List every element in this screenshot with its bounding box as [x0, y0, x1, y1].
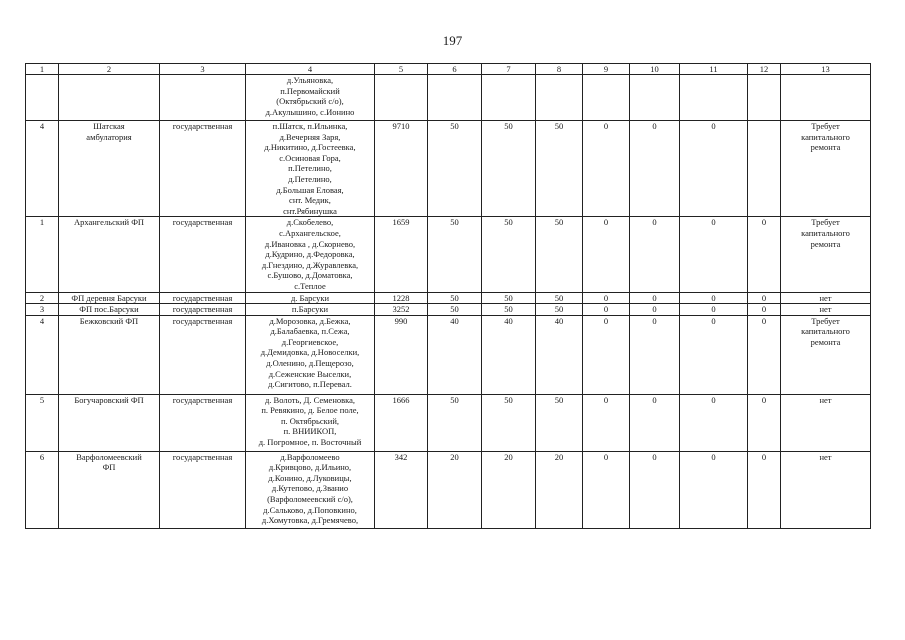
table-cell-col-2: Шатская амбулатория [59, 121, 160, 217]
column-header-8: 8 [536, 64, 583, 75]
column-header-13: 13 [781, 64, 871, 75]
table-cell-col-6: 50 [428, 217, 482, 292]
table-cell-col-10: 0 [630, 315, 680, 394]
table-cell-col-7: 50 [482, 292, 536, 304]
column-header-12: 12 [748, 64, 781, 75]
column-header-11: 11 [680, 64, 748, 75]
table-cell-col-1: 1 [26, 217, 59, 292]
table-cell-col-12: 0 [748, 451, 781, 528]
table-cell-col-2: Варфоломеевский ФП [59, 451, 160, 528]
column-header-6: 6 [428, 64, 482, 75]
table-cell-col-2: ФП деревня Барсуки [59, 292, 160, 304]
table-cell-col-4: д.Варфоломеево д.Кривцово, д.Ильино, д.Конино, д.Луковицы, д.Кутепово, д.Званио (Варфоломеевский с/о), д.Сальково, д.Поповкино, д.Хомутовка, д.Гремячево, [246, 451, 375, 528]
table-cell-col-3: государственная [160, 121, 246, 217]
table-cell-col-12 [748, 121, 781, 217]
table-cell-col-12 [748, 75, 781, 121]
table-row [26, 292, 871, 304]
table-cell-col-5: 1666 [375, 394, 428, 451]
table-cell-col-3 [160, 75, 246, 121]
column-header-5: 5 [375, 64, 428, 75]
table-cell-col-7: 20 [482, 451, 536, 528]
table-cell-col-4: д. Барсуки [246, 292, 375, 304]
table-cell-col-11: 0 [680, 315, 748, 394]
table-cell-col-7: 50 [482, 304, 536, 316]
table-cell-col-8: 50 [536, 217, 583, 292]
table-cell-col-11: 0 [680, 394, 748, 451]
table-cell-col-10: 0 [630, 304, 680, 316]
table-row [26, 451, 871, 528]
table-cell-col-13: нет [781, 304, 871, 316]
table-cell-col-8: 50 [536, 292, 583, 304]
table-cell-col-13: Требует капитального ремонта [781, 121, 871, 217]
table-cell-col-4: д.Скобелево, с.Архангельское, д.Ивановка , д.Скорнево, д.Кудрино, д.Федоровка, д.Гнездино, д.Журавлевка, с.Бушово, д.Доматовка, с.Теплое [246, 217, 375, 292]
table-cell-col-9: 0 [583, 121, 630, 217]
table-cell-col-2: Богучаровский ФП [59, 394, 160, 451]
table-cell-col-7: 40 [482, 315, 536, 394]
table-cell-col-6: 50 [428, 394, 482, 451]
table-cell-col-6: 50 [428, 121, 482, 217]
column-header-4: 4 [246, 64, 375, 75]
column-header-7: 7 [482, 64, 536, 75]
table-cell-col-11: 0 [680, 217, 748, 292]
table-cell-col-6: 20 [428, 451, 482, 528]
column-header-10: 10 [630, 64, 680, 75]
table-row [26, 121, 871, 217]
table-cell-col-1: 6 [26, 451, 59, 528]
table-row [26, 75, 871, 121]
table-cell-col-12: 0 [748, 304, 781, 316]
table-cell-col-3: государственная [160, 304, 246, 316]
table-cell-col-10: 0 [630, 394, 680, 451]
table-cell-col-9: 0 [583, 451, 630, 528]
table-cell-col-4: д. Волоть, Д. Семеновка, п. Ревякино, д. Белое поле, п. Октябрьский, п. ВНИИКОП, д. Погромное, п. Восточный [246, 394, 375, 451]
table-cell-col-1: 2 [26, 292, 59, 304]
table-cell-col-6: 50 [428, 292, 482, 304]
table-cell-col-10: 0 [630, 217, 680, 292]
table-cell-col-9: 0 [583, 315, 630, 394]
table-cell-col-12: 0 [748, 315, 781, 394]
table-cell-col-5: 342 [375, 451, 428, 528]
table-cell-col-11 [680, 75, 748, 121]
table-cell-col-2: ФП пос.Барсуки [59, 304, 160, 316]
table-cell-col-13: нет [781, 292, 871, 304]
table-cell-col-1: 3 [26, 304, 59, 316]
table-cell-col-11: 0 [680, 304, 748, 316]
table-cell-col-11: 0 [680, 292, 748, 304]
table-cell-col-4: д.Ульяновка, п.Первомайский (Октябрьский с/о), д.Акулышино, с.Ионино [246, 75, 375, 121]
table-cell-col-1: 4 [26, 121, 59, 217]
table-cell-col-3: государственная [160, 451, 246, 528]
table-cell-col-8: 50 [536, 121, 583, 217]
table-cell-col-10: 0 [630, 121, 680, 217]
table-cell-col-11: 0 [680, 451, 748, 528]
table-cell-col-9: 0 [583, 217, 630, 292]
table-cell-col-3: государственная [160, 217, 246, 292]
table-cell-col-9 [583, 75, 630, 121]
table-row [26, 304, 871, 316]
table-cell-col-2: Архангельский ФП [59, 217, 160, 292]
table-cell-col-6 [428, 75, 482, 121]
column-header-2: 2 [59, 64, 160, 75]
table-cell-col-10: 0 [630, 451, 680, 528]
table-cell-col-8: 50 [536, 304, 583, 316]
table-cell-col-7: 50 [482, 394, 536, 451]
table-cell-col-7: 50 [482, 121, 536, 217]
table-cell-col-10 [630, 75, 680, 121]
table-cell-col-5: 9710 [375, 121, 428, 217]
table-cell-col-8: 50 [536, 394, 583, 451]
column-header-3: 3 [160, 64, 246, 75]
table-cell-col-3: государственная [160, 292, 246, 304]
table-cell-col-8: 20 [536, 451, 583, 528]
table-cell-col-7 [482, 75, 536, 121]
table-cell-col-11: 0 [680, 121, 748, 217]
table-cell-col-12: 0 [748, 292, 781, 304]
column-header-9: 9 [583, 64, 630, 75]
table-cell-col-5: 1228 [375, 292, 428, 304]
column-header-1: 1 [26, 64, 59, 75]
table-cell-col-13: нет [781, 451, 871, 528]
table-cell-col-9: 0 [583, 292, 630, 304]
table-cell-col-4: п.Барсуки [246, 304, 375, 316]
table-cell-col-9: 0 [583, 394, 630, 451]
table-cell-col-6: 50 [428, 304, 482, 316]
table-cell-col-13: Требует капитального ремонта [781, 315, 871, 394]
table-cell-col-5: 1659 [375, 217, 428, 292]
table-cell-col-4: п.Шатск, п.Ильинка, д.Вечерняя Заря, д.Никитино, д.Гостеевка, с.Осиновая Гора, п.Петелино, д.Петелино, д.Большая Еловая, снт. Медик, снт.Рябинушка [246, 121, 375, 217]
table-cell-col-8: 40 [536, 315, 583, 394]
table-row [26, 315, 871, 394]
facilities-table [25, 63, 871, 529]
page-number: 197 [442, 33, 463, 48]
table-cell-col-12: 0 [748, 217, 781, 292]
table-cell-col-1: 4 [26, 315, 59, 394]
table-cell-col-5: 3252 [375, 304, 428, 316]
table-row [26, 217, 871, 292]
table-cell-col-2 [59, 75, 160, 121]
table-cell-col-1: 5 [26, 394, 59, 451]
table-cell-col-4: д.Морозовка, д.Бежка, д.Балабаевка, п.Сежа, д.Георгиевское, д.Демидовка, д.Новоселки, д.Оленино, д.Пещерозо, д.Сеженские Выселки, д.Сигитово, п.Перевал. [246, 315, 375, 394]
table-cell-col-9: 0 [583, 304, 630, 316]
table-cell-col-5: 990 [375, 315, 428, 394]
table-header-row [26, 64, 871, 75]
table-row [26, 394, 871, 451]
table-cell-col-13: нет [781, 394, 871, 451]
table-cell-col-12: 0 [748, 394, 781, 451]
table-cell-col-6: 40 [428, 315, 482, 394]
table-cell-col-7: 50 [482, 217, 536, 292]
table-cell-col-13: Требует капитального ремонта [781, 217, 871, 292]
table-cell-col-2: Бежковский ФП [59, 315, 160, 394]
table-cell-col-1 [26, 75, 59, 121]
table-cell-col-3: государственная [160, 315, 246, 394]
table-cell-col-3: государственная [160, 394, 246, 451]
table-cell-col-5 [375, 75, 428, 121]
table-cell-col-13 [781, 75, 871, 121]
table-cell-col-8 [536, 75, 583, 121]
table-cell-col-10: 0 [630, 292, 680, 304]
